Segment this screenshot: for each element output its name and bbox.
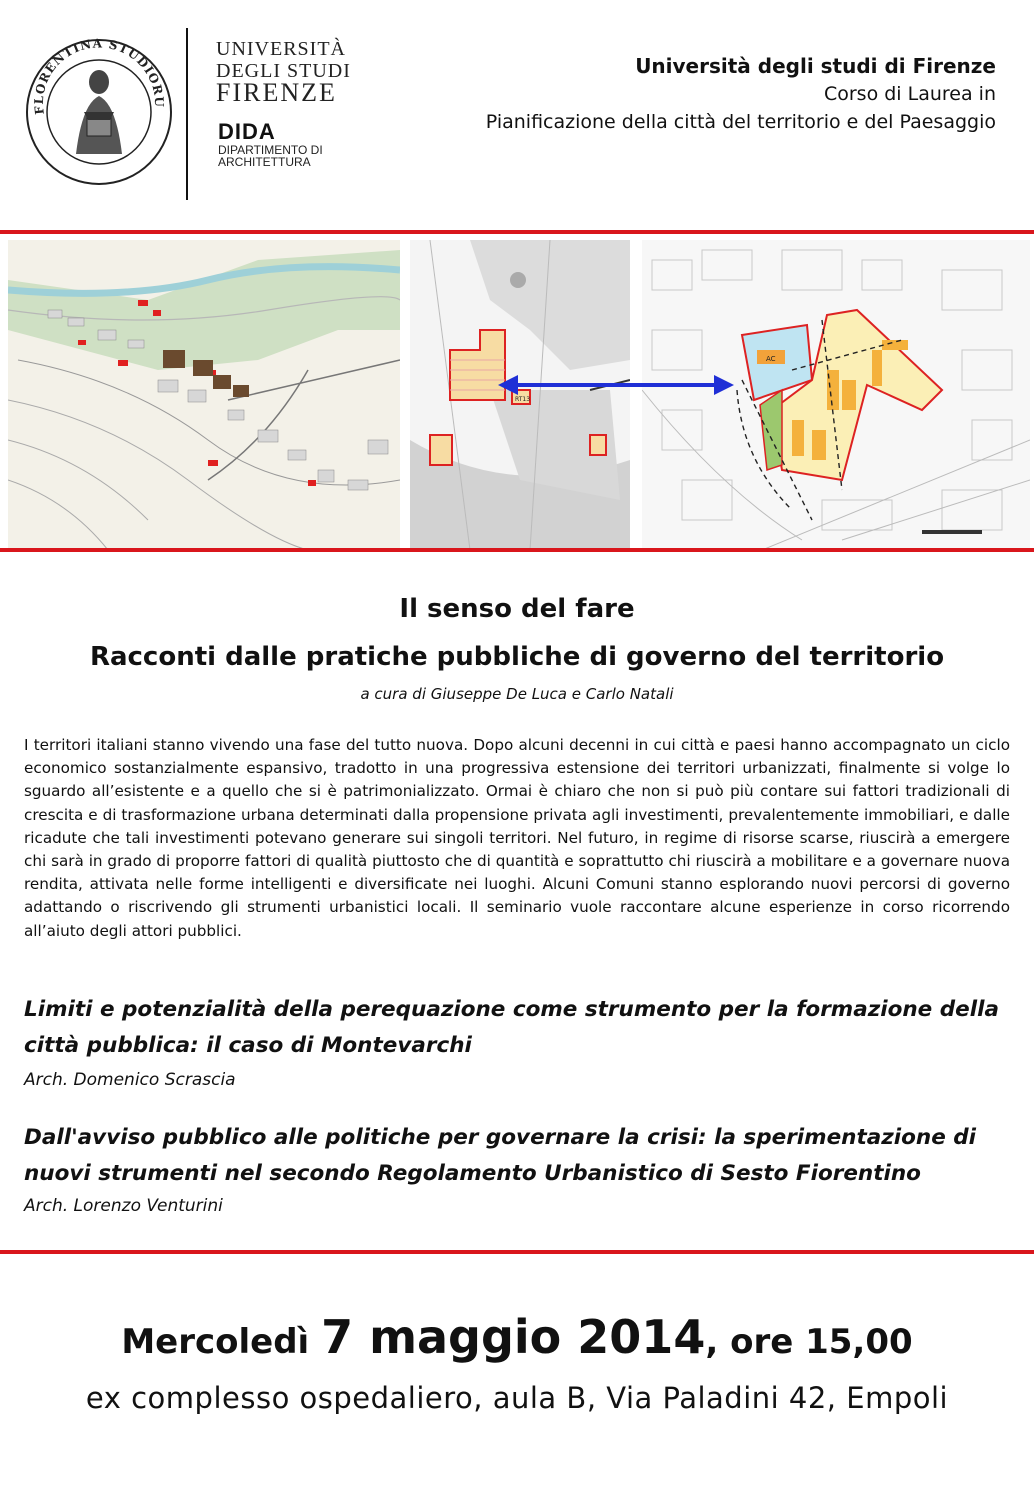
talk-1-title-line-1: Limiti e potenzialità della perequazione come strumento per la formazione della (24, 997, 999, 1022)
course-label: Corso di Laurea in (823, 83, 996, 105)
dida-subtitle-2: ARCHITETTURA (218, 155, 311, 169)
talk-2-title (24, 1120, 1014, 1192)
dida-subtitle-1: DIPARTIMENTO DI (218, 143, 323, 157)
event-datetime (0, 1308, 1034, 1371)
event-subtitle: Racconti dalle pratiche pubbliche di governo del territorio (89, 642, 945, 672)
university-name: Università degli studi di Firenze (635, 54, 996, 78)
talk-1-author: Arch. Domenico Scrascia (24, 1070, 236, 1090)
territorial-map (8, 240, 400, 550)
bottom-red-rule (0, 1250, 1034, 1254)
university-seal (24, 24, 174, 192)
event-time: , ore 15,00 (705, 1322, 913, 1362)
course-name: Pianificazione della città del territorio e del Paesaggio (485, 111, 996, 133)
talk-2-author: Arch. Lorenzo Venturini (24, 1196, 223, 1216)
seal-text: FLORENTINA STUDIORU (31, 36, 167, 116)
talk-2-title-line-2: nuovi strumenti nel secondo Regolamento Urbanistico di Sesto Fiorentino (24, 1161, 921, 1186)
university-wordmark (216, 38, 366, 107)
dida-name: DIDA (218, 119, 276, 144)
event-date: 7 maggio 2014 (321, 1310, 706, 1364)
double-arrow-icon (496, 370, 736, 400)
event-venue: ex complesso ospedaliero, aula B, Via Paladini 42, Empoli (85, 1381, 949, 1415)
curators: a cura di Giuseppe De Luca e Carlo Natali (360, 685, 674, 703)
maps-strip (8, 240, 1030, 550)
header-divider (186, 28, 188, 200)
talk-1-title (24, 992, 1014, 1064)
talk-1-title-line-2: città pubblica: il caso di Montevarchi (24, 1033, 472, 1058)
top-red-rule (0, 230, 1034, 234)
maps-red-rule (0, 548, 1034, 552)
wordmark-line-2: DEGLI STUDI (216, 60, 351, 82)
dida-logo (218, 120, 323, 168)
ac-label: AC (766, 355, 776, 363)
description-paragraph: I territori italiani stanno vivendo una fase del tutto nuova. Dopo alcuni decenni in cui città e paesi hanno accompagnato un ciclo economico sostanzialmente espansivo, tradotto in una progressiva estensione dei territori urbanizzati, finalmente si volge lo sguardo all’esistente e a quello che si è patrimonializzato. Ormai è chiaro che non si può più contare sui fattori tradizionali di crescita e di trasformazione urbana determinati dalla propensione privata agli investimenti, prevalentemente immobiliari, e dalle ricadute che tali investimenti potevano generare sui singoli territori. Nel futuro, in regime di risorse scarse, riuscirà a emergere chi sarà in grado di proporre fattori di qualità piuttosto che di quantità e soprattutto chi riuscirà a mobilitare e a governare nuova rendita, attivata nelle forme intelligenti e diversificate nei luoghi. Alcuni Comuni stanno esplorando nuovi percorsi di governo adattando o riscrivendo gli strumenti urbanistici locali. Il seminario vuole raccontare alcune esperienze in corso ricorrendo all’aiuto degli attori pubblici. (24, 736, 1010, 940)
event-title: Il senso del fare (399, 594, 635, 624)
event-weekday: Mercoledì (121, 1322, 310, 1362)
rt13-label: RT13 (515, 396, 531, 403)
talk-2-title-line-1: Dall'avviso pubblico alle politiche per governare la crisi: la sperimentazione di (24, 1125, 977, 1150)
wordmark-line-1: UNIVERSITÀ (216, 38, 346, 60)
wordmark-line-3: FIRENZE (216, 78, 337, 107)
course-info (486, 52, 996, 136)
